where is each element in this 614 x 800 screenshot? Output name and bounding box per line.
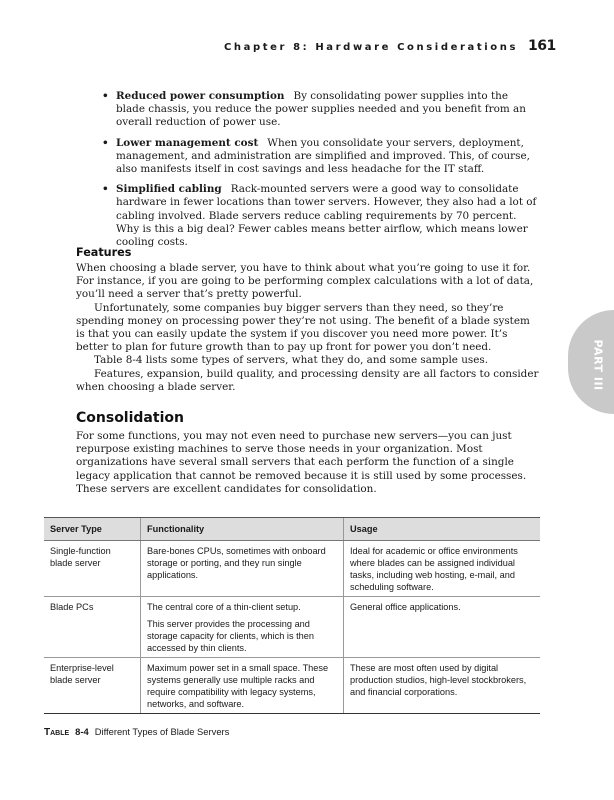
paragraph: Table 8-4 lists some types of servers, what they do, and some sample uses.: [94, 354, 489, 367]
paragraph: Unfortunately, some companies buy bigger servers than they need, so they’re spending money on processing power they’re not using. The benefit of a blade system is that you can easily update the system if you discover you need more power. It’s better to plan for future growth than to pay up front for power you don’t need.: [76, 301, 530, 354]
cell-usage: These are most often used by digital production studios, high-level stockbrokers, and financial corporations.: [344, 658, 541, 714]
table-caption-label: Table: [44, 727, 70, 738]
consolidation-heading: Consolidation: [76, 410, 184, 426]
cell-functionality: Maximum power set in a small space. These systems generally use multiple racks and require compatibility with legacy systems, networks, and software.: [141, 658, 344, 714]
table-header-row: [44, 518, 540, 541]
paragraph: For some functions, you may not even need to purchase new servers—you can just repurpose existing machines to serve those needs in your organization. Most organizations have several small servers that each perform the function of a single legacy application that cannot be removed because it is still used by some processes. These servers are excellent candidates for consolidation.: [76, 430, 527, 495]
cell-server-type: Enterprise-level blade server: [44, 658, 141, 714]
features-heading: Features: [76, 246, 132, 259]
bullet-term: Reduced power consumption: [116, 90, 285, 102]
cell-usage: Ideal for academic or office environments where blades can be assigned individual tasks, including web hosting, e-mail, and scheduling software.: [344, 541, 541, 597]
paragraph: When choosing a blade server, you have to think about what you’re going to use it for. For instance, if you are going to be performing complex calculations with a lot of data, you’ll need a server that’s pretty powerful.: [76, 262, 534, 301]
cell-functionality: [141, 597, 344, 658]
running-head: Chapter 8: Hardware Considerations: [223, 42, 518, 53]
page-number: 161: [528, 38, 556, 54]
bullet-icon: •: [102, 136, 109, 149]
table-row: [44, 541, 540, 597]
table-row: [44, 658, 540, 714]
consolidation-body: [76, 430, 540, 496]
bullet-text: When you consolidate your servers, deployment, management, and administration are simplified and improved. This, of course, also manifests itself in cost savings and less headache for the IT staff.: [116, 136, 530, 176]
bullet-item: [100, 183, 540, 249]
cell-functionality: Bare-bones CPUs, sometimes with onboard storage or porting, and they run single applications.: [141, 541, 344, 597]
cell-functionality-main: The central core of a thin-client setup.: [147, 602, 301, 612]
cell-server-type: Blade PCs: [44, 597, 141, 658]
table-caption-text: Different Types of Blade Servers: [94, 726, 230, 737]
features-body: [76, 262, 540, 394]
bullet-text: By consolidating power supplies into the blade chassis, you reduce the power supplies needed and you benefit from an overall reduction of power use.: [116, 90, 526, 129]
table-caption-number: 8-4: [75, 726, 89, 737]
paragraph: Features, expansion, build quality, and processing density are all factors to consider when choosing a blade server.: [76, 367, 539, 393]
bullet-term: Lower management cost: [116, 136, 259, 149]
bullet-icon: •: [102, 183, 109, 196]
cell-server-type: Single-function blade server: [44, 541, 141, 597]
column-header: Server Type: [44, 518, 141, 541]
cell-functionality-extra: This server provides the processing and storage capacity for clients, which is then accessed by thin clients.: [147, 619, 314, 653]
column-header: Functionality: [141, 518, 344, 541]
bullet-text: Rack-mounted servers were a good way to consolidate hardware in fewer locations than tower servers. However, they also had a lot of cabling involved. Blade servers reduce cabling requirements by 70 percent. Why is this a big deal? Fewer cables means better airflow, which means lower cooling costs.: [116, 183, 537, 249]
bullet-term: Simplified cabling: [116, 183, 222, 196]
table-caption: [44, 726, 229, 738]
bullet-item: [100, 137, 540, 177]
bullet-list: [100, 90, 540, 256]
bullet-icon: •: [102, 90, 109, 102]
server-types-table: [44, 517, 540, 714]
column-header: Usage: [344, 518, 541, 541]
table-row: [44, 597, 540, 658]
cell-usage: General office applications.: [344, 597, 541, 658]
part-tab-label: PART III: [591, 339, 605, 391]
bullet-item: [100, 90, 540, 130]
